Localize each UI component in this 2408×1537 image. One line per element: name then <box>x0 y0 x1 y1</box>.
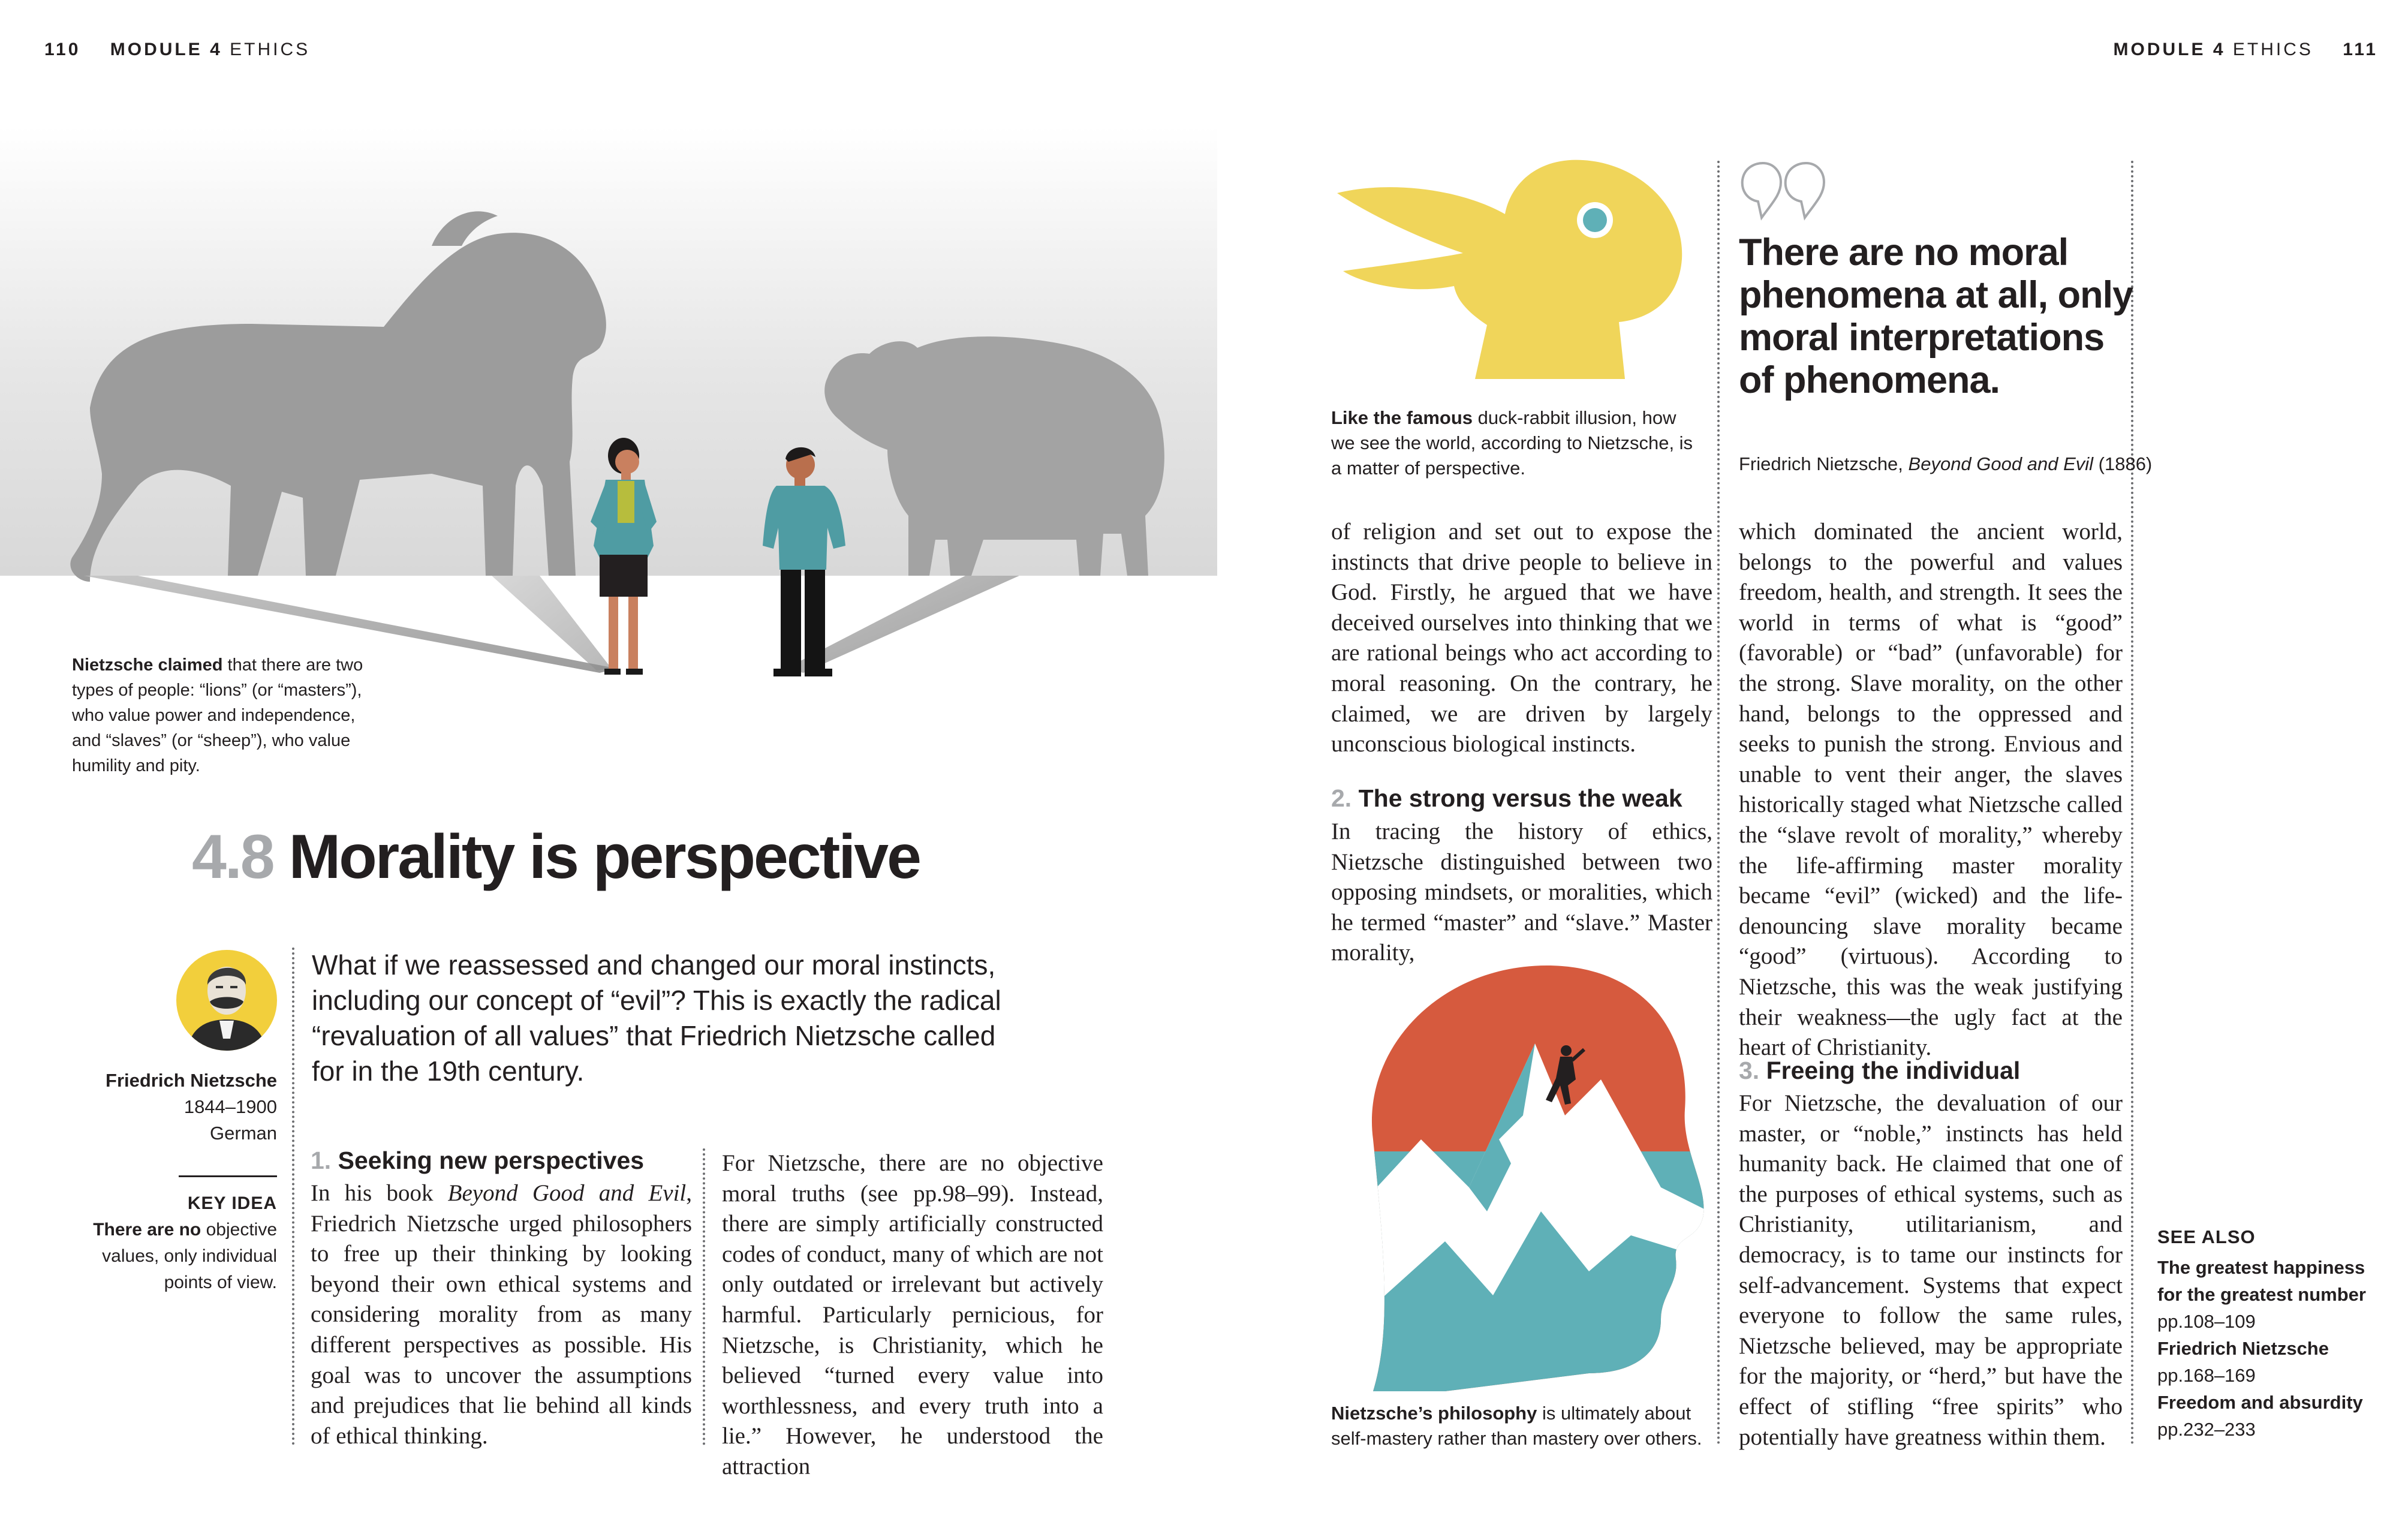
hero-caption-bold: Nietzsche claimed <box>72 655 223 675</box>
caption-bold: Like the famous <box>1331 407 1473 428</box>
profile-name: Friedrich Nietzsche <box>106 1070 277 1091</box>
column-rule <box>1717 161 1720 1445</box>
see-also-box <box>2157 1223 2397 1443</box>
quote-year: (1886) <box>2093 453 2153 474</box>
see-also-pages: pp.108–109 <box>2157 1311 2256 1332</box>
see-also-item[interactable] <box>2157 1335 2397 1389</box>
see-also-pages: pp.168–169 <box>2157 1365 2256 1386</box>
hero-caption-line: that there are two <box>227 655 363 675</box>
column-4-body: which dominated the ancient world, belongs to the powerful and values freedom, health, and strength. It sees the world in terms of what is “good” (favorable) or “bad” (unfavorable) for the strong. Slave morality, on the other hand, belongs to the oppressed and seeks to punish the strong. Envious and unable to vent their anger, the slaves historically staged what Nietzsche called the “slave revolt of morality,” whereby the life-affirming master morality became “evil” (wicked) and the life-denouncing slave morality became “good” (virtuous). According to Nietzsche, this was the weak justifying their weakness—the ugly fact at the heart of Christianity. <box>1739 519 2123 1061</box>
see-also-item[interactable] <box>2157 1254 2397 1335</box>
key-idea-text: objective <box>206 1220 277 1240</box>
book-title: Beyond Good and Evil <box>447 1180 687 1206</box>
column-rule <box>292 948 294 1445</box>
caption-text: self-mastery rather than mastery over others. <box>1331 1428 1702 1449</box>
profile-years: 1844–1900 <box>183 1096 277 1117</box>
page-number-left: 110 <box>44 40 81 59</box>
quote-author: Friedrich Nietzsche, <box>1739 453 1909 474</box>
hero-caption-line: who value power and independence, <box>72 706 356 725</box>
page-title <box>192 822 920 893</box>
module-label-right: MODULE 4 <box>2113 40 2226 59</box>
section-2-heading <box>1331 784 1682 813</box>
running-header-right <box>2114 40 2378 60</box>
section-1-body <box>311 1178 692 1451</box>
caption-text: is ultimately about <box>1542 1403 1691 1424</box>
caption-text: we see the world, according to Nietzsche, is <box>1331 432 1693 453</box>
subject-label-right: ETHICS <box>2232 40 2313 59</box>
hero-caption-line: humility and pity. <box>72 756 200 775</box>
section-title: Seeking new perspectives <box>338 1147 645 1174</box>
divider <box>179 1175 277 1177</box>
see-also-pages: pp.232–233 <box>2157 1419 2256 1440</box>
caption-text: a matter of perspective. <box>1331 458 1525 479</box>
nietzsche-portrait <box>175 949 278 1052</box>
see-also-title: Friedrich Nietzsche <box>2157 1338 2329 1359</box>
page-number-right: 111 <box>2343 40 2378 59</box>
mountain-head-illustration <box>1349 960 1709 1391</box>
section-title: Freeing the individual <box>1766 1057 2021 1084</box>
pull-quote: There are no moral phenomena at all, only moral interpretations of phenomena. <box>1739 231 2133 401</box>
chapter-title: Morality is perspective <box>288 822 920 892</box>
duck-rabbit-illustration <box>1337 157 1697 379</box>
see-also-heading: SEE ALSO <box>2157 1226 2256 1247</box>
see-also-title: The greatest happiness <box>2157 1257 2365 1278</box>
caption-text: duck-rabbit illusion, how <box>1477 407 1676 428</box>
see-also-title: for the greatest number <box>2157 1284 2366 1305</box>
section-3-heading <box>1739 1057 2020 1085</box>
column-3-body: of religion and set out to expose the instincts that drive people to believe in God. Firstly, he argued that we have deceived ourselves into thinking that we are rational beings who act according to moral reasoning. On the contrary, he claimed, we are driven by largely unconscious biological instincts. <box>1331 519 1712 757</box>
section-2-body: In tracing the history of ethics, Nietzsche distinguished between two opposing mindsets, or moralities, which he termed “master” and “slave.” Master morality, <box>1331 819 1712 966</box>
head-caption <box>1331 1401 1715 1451</box>
caption-bold: Nietzsche’s philosophy <box>1331 1403 1537 1424</box>
chapter-number: 4.8 <box>192 822 273 892</box>
section-number: 2. <box>1331 784 1352 812</box>
see-also-title: Freedom and absurdity <box>2157 1392 2363 1413</box>
quote-work: Beyond Good and Evil <box>1908 453 2094 474</box>
lion-sheep-illustration <box>0 126 1217 702</box>
see-also-item[interactable] <box>2157 1389 2397 1443</box>
subject-label-left: ETHICS <box>230 40 311 59</box>
section-title: The strong versus the weak <box>1358 784 1682 812</box>
section-1-heading <box>311 1147 644 1175</box>
quote-attribution <box>1739 453 2152 475</box>
body-text: , Friedrich Nietzsche urged philosophers to free up their thinking by looking beyond their own ethical systems and considering morality from as many different perspectives as possible. His goal was to uncover the assumptions and prejudices that lie behind all kinds of ethical thinking. <box>311 1180 692 1449</box>
quote-mark-icon <box>1739 161 1835 221</box>
key-idea-text: values, only individual <box>102 1246 277 1266</box>
key-idea-box <box>72 1190 277 1296</box>
key-idea-bold: There are no <box>93 1220 201 1240</box>
section-number: 1. <box>311 1147 332 1174</box>
profile-bio <box>90 1067 277 1147</box>
section-1-body-continued: For Nietzsche, there are no objective moral truths (see pp.98–99). Instead, there are simply artificially constructed codes of conduct, many of which are not only outdated or irrelevant but actively harmful. Particularly pernicious, for Nietzsche, is Christianity, which he believed “turned every value into worthlessness, and every truth into a lie.” However, he understood the attraction <box>722 1150 1103 1479</box>
section-number: 3. <box>1739 1057 1760 1084</box>
hero-caption-line: types of people: “lions” (or “masters”), <box>72 681 362 700</box>
running-header-left <box>44 40 310 60</box>
hero-caption <box>72 652 408 778</box>
body-text: In his book <box>311 1180 448 1206</box>
key-idea-heading: KEY IDEA <box>187 1193 277 1213</box>
profile-nationality: German <box>210 1123 277 1144</box>
hero-caption-line: and “slaves” (or “sheep”), who value <box>72 731 351 750</box>
key-idea-text: points of view. <box>164 1273 277 1292</box>
intro-paragraph: What if we reassessed and changed our moral instincts, including our concept of “evil”? This is exactly the radical “revaluation of all values” that Friedrich Nietzsche called for in the 19th century. <box>312 949 1001 1087</box>
duck-rabbit-caption <box>1331 405 1703 481</box>
module-label-left: MODULE 4 <box>110 40 222 59</box>
column-rule <box>703 1148 705 1445</box>
section-3-body: For Nietzsche, the devaluation of our master, or “noble,” instincts has held humanity back. He claimed that one of the purposes of ethical systems, such as Christianity, utilitarianism, and democracy, is to tame our instincts for self-advancement. Systems that expect everyone to follow the same rules, Nietzsche believed, may be appropriate for the majority, or “herd,” but have the effect of stifling “free spirits” who potentially have greatness within them. <box>1739 1090 2123 1450</box>
